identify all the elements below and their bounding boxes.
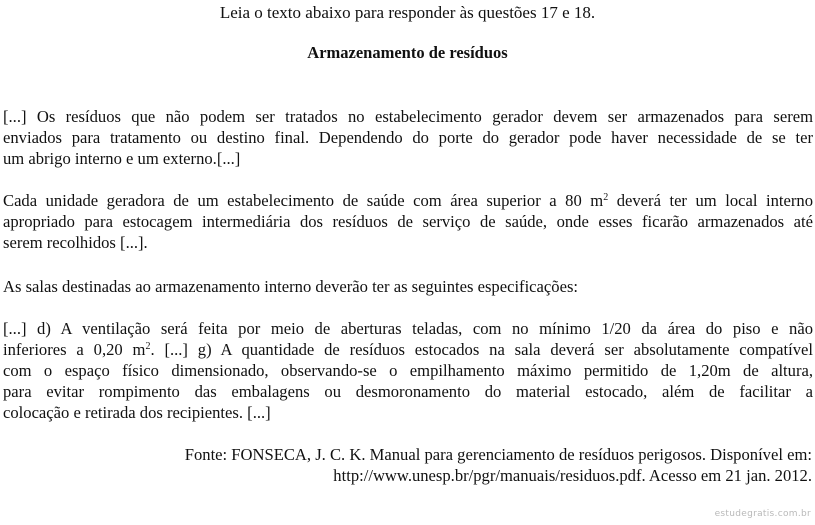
paragraph-1-line-1: [...] Os resíduos que não podem ser tratados no estabelecimento gerador devem ser armazenados para serem xyxy=(3,107,813,126)
paragraph-4-line-2-text-b: . [...] g) A quantidade de resíduos estocados na sala deverá ser absolutamente compatível xyxy=(150,340,814,359)
paragraph-3-line-1: As salas destinadas ao armazenamento interno deverão ter as seguintes especificações: xyxy=(3,277,579,296)
paragraph-4-line-3: com o espaço físico dimensionado, observando-se o empilhamento máximo permitido de 1,20m de altura, xyxy=(3,361,813,380)
superscript-2: 2 xyxy=(145,341,151,352)
paragraph-2 xyxy=(3,190,813,253)
paragraph-4-line-2-text-a: inferiores a 0,20 m xyxy=(3,340,146,359)
paragraph-2-line-1-text-a: Cada unidade geradora de um estabelecimento de saúde com área superior a 80 m xyxy=(3,191,604,210)
text-title: Armazenamento de resíduos xyxy=(307,43,508,62)
paragraph-4-line-4: para evitar rompimento das embalagens ou desmoronamento do material estocado, além de facilitar a xyxy=(3,382,813,401)
site-watermark: estudegratis.com.br xyxy=(714,509,811,519)
paragraph-1-line-2: enviados para tratamento ou destino final. Dependendo do porte do gerador pode haver necessidade de se ter xyxy=(3,128,813,147)
paragraph-2-line-1 xyxy=(3,190,813,211)
paragraph-2-line-3: serem recolhidos [...]. xyxy=(3,233,148,252)
paragraph-2-line-2: apropriado para estocagem intermediária dos resíduos de serviço de saúde, onde esses ficarão armazenados até xyxy=(3,212,813,231)
paragraph-4 xyxy=(3,318,813,423)
source-line-1: Fonte: FONSECA, J. C. K. Manual para gerenciamento de resíduos perigosos. Disponível em: xyxy=(184,445,812,464)
paragraph-4-line-2 xyxy=(3,339,813,360)
superscript-2: 2 xyxy=(603,192,609,203)
intro-instruction: Leia o texto abaixo para responder às questões 17 e 18. xyxy=(219,3,596,22)
paragraph-1-line-3: um abrigo interno e um externo.[...] xyxy=(3,149,241,168)
paragraph-1 xyxy=(3,106,813,169)
source-citation xyxy=(52,444,812,486)
paragraph-2-line-1-text-b: deverá ter um local interno xyxy=(608,191,814,210)
paragraph-4-line-1: [...] d) A ventilação será feita por meio de aberturas teladas, com no mínimo 1/20 da área do piso e não xyxy=(3,319,813,338)
paragraph-4-line-5: colocação e retirada dos recipientes. [...] xyxy=(3,403,271,422)
source-line-2: http://www.unesp.br/pgr/manuais/residuos.pdf. Acesso em 21 jan. 2012. xyxy=(333,466,812,485)
paragraph-3 xyxy=(3,276,813,297)
